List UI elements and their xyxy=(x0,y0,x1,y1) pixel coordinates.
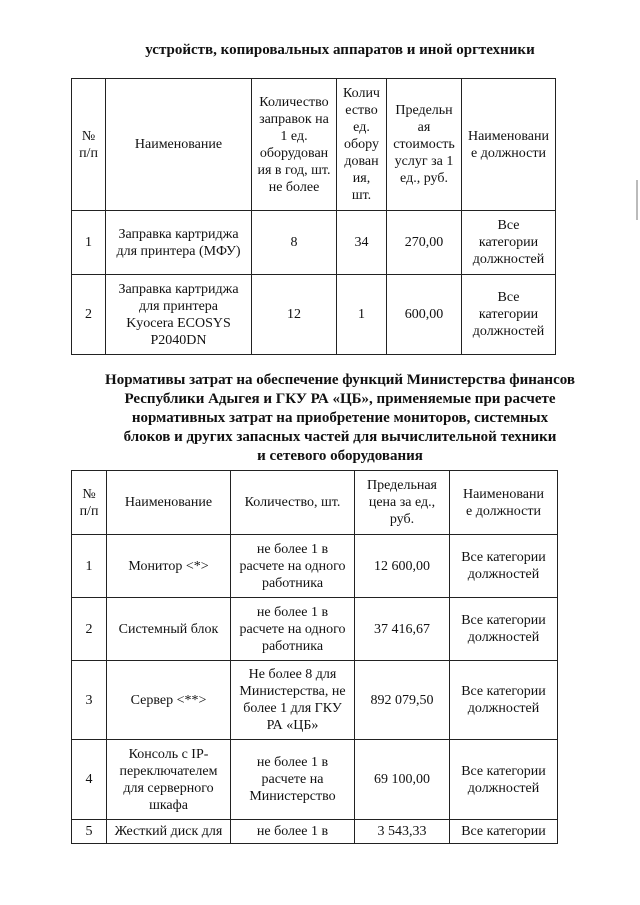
table-cartridge-refill xyxy=(71,78,556,355)
cell-number: 2 xyxy=(72,598,107,661)
cell-number: 2 xyxy=(72,275,106,355)
header-max-price: Предельная цена за ед., руб. xyxy=(355,471,450,535)
cell-number: 4 xyxy=(72,740,107,820)
header-position: Наименовани е должности xyxy=(450,471,558,535)
cell-position: Все категории xyxy=(450,820,558,844)
cell-quantity: Не более 8 для Министерства, не более 1 для ГКУ РА «ЦБ» xyxy=(231,661,355,740)
table-row xyxy=(72,598,558,661)
scan-edge-mark xyxy=(636,180,638,220)
cell-max-price: 3 543,33 xyxy=(355,820,450,844)
cell-name: Жесткий диск для xyxy=(107,820,231,844)
section-heading-line: нормативных затрат на приобретение мониторов, системных xyxy=(131,410,549,426)
cell-refills-count: 8 xyxy=(252,211,337,275)
header-equipment-count: Колич ество ед. обору дован ия, шт. xyxy=(337,79,387,211)
table-computer-equipment xyxy=(71,470,558,844)
table-row xyxy=(72,661,558,740)
header-name: Наименование xyxy=(106,79,252,211)
cell-name: Заправка картриджа для принтера (МФУ) xyxy=(106,211,252,275)
cell-max-cost: 600,00 xyxy=(387,275,462,355)
section-heading xyxy=(60,371,620,466)
cell-equipment-count: 1 xyxy=(337,275,387,355)
section-heading-line: и сетевого оборудования xyxy=(257,448,423,464)
table-row xyxy=(72,820,558,844)
cell-quantity: не более 1 в расчете на Министерство xyxy=(231,740,355,820)
cell-name: Монитор <*> xyxy=(107,535,231,598)
cell-max-price: 69 100,00 xyxy=(355,740,450,820)
table-row xyxy=(72,740,558,820)
cell-equipment-count: 34 xyxy=(337,211,387,275)
cell-name: Заправка картриджа для принтера Kyocera ECOSYS P2040DN xyxy=(106,275,252,355)
header-position: Наименовани е должности xyxy=(462,79,556,211)
cell-quantity: не более 1 в расчете на одного работника xyxy=(231,535,355,598)
header-refills-count: Количество заправок на 1 ед. оборудован ия в год, шт. не более xyxy=(252,79,337,211)
cell-quantity: не более 1 в расчете на одного работника xyxy=(231,598,355,661)
cell-position: Все категории должностей xyxy=(450,740,558,820)
table-header-row xyxy=(72,79,556,211)
cell-max-price: 892 079,50 xyxy=(355,661,450,740)
cell-position: Все категории должностей xyxy=(462,275,556,355)
section-heading-line: Нормативы затрат на обеспечение функций Министерства финансов xyxy=(105,372,575,388)
header-name: Наименование xyxy=(107,471,231,535)
cell-refills-count: 12 xyxy=(252,275,337,355)
cell-position: Все категории должностей xyxy=(450,535,558,598)
cell-max-price: 37 416,67 xyxy=(355,598,450,661)
header-number: № п/п xyxy=(72,79,106,211)
header-max-cost: Предельн ая стоимость услуг за 1 ед., руб. xyxy=(387,79,462,211)
table-header-row xyxy=(72,471,558,535)
cell-number: 5 xyxy=(72,820,107,844)
cell-name: Системный блок xyxy=(107,598,231,661)
section-heading-line: блоков и других запасных частей для вычислительной техники xyxy=(123,429,557,445)
top-heading xyxy=(60,41,620,60)
header-number: № п/п xyxy=(72,471,107,535)
cell-quantity: не более 1 в xyxy=(231,820,355,844)
table-row xyxy=(72,275,556,355)
table-row xyxy=(72,211,556,275)
cell-max-price: 12 600,00 xyxy=(355,535,450,598)
section-heading-line: Республики Адыгея и ГКУ РА «ЦБ», применяемые при расчете xyxy=(124,391,556,407)
table-row xyxy=(72,535,558,598)
cell-name: Консоль с IP- переключателем для серверного шкафа xyxy=(107,740,231,820)
cell-number: 1 xyxy=(72,211,106,275)
cell-position: Все категории должностей xyxy=(450,598,558,661)
cell-position: Все категории должностей xyxy=(462,211,556,275)
cell-max-cost: 270,00 xyxy=(387,211,462,275)
cell-number: 3 xyxy=(72,661,107,740)
cell-number: 1 xyxy=(72,535,107,598)
cell-position: Все категории должностей xyxy=(450,661,558,740)
cell-name: Сервер <**> xyxy=(107,661,231,740)
top-heading-line: устройств, копировальных аппаратов и иной оргтехники xyxy=(145,42,535,58)
header-quantity: Количество, шт. xyxy=(231,471,355,535)
